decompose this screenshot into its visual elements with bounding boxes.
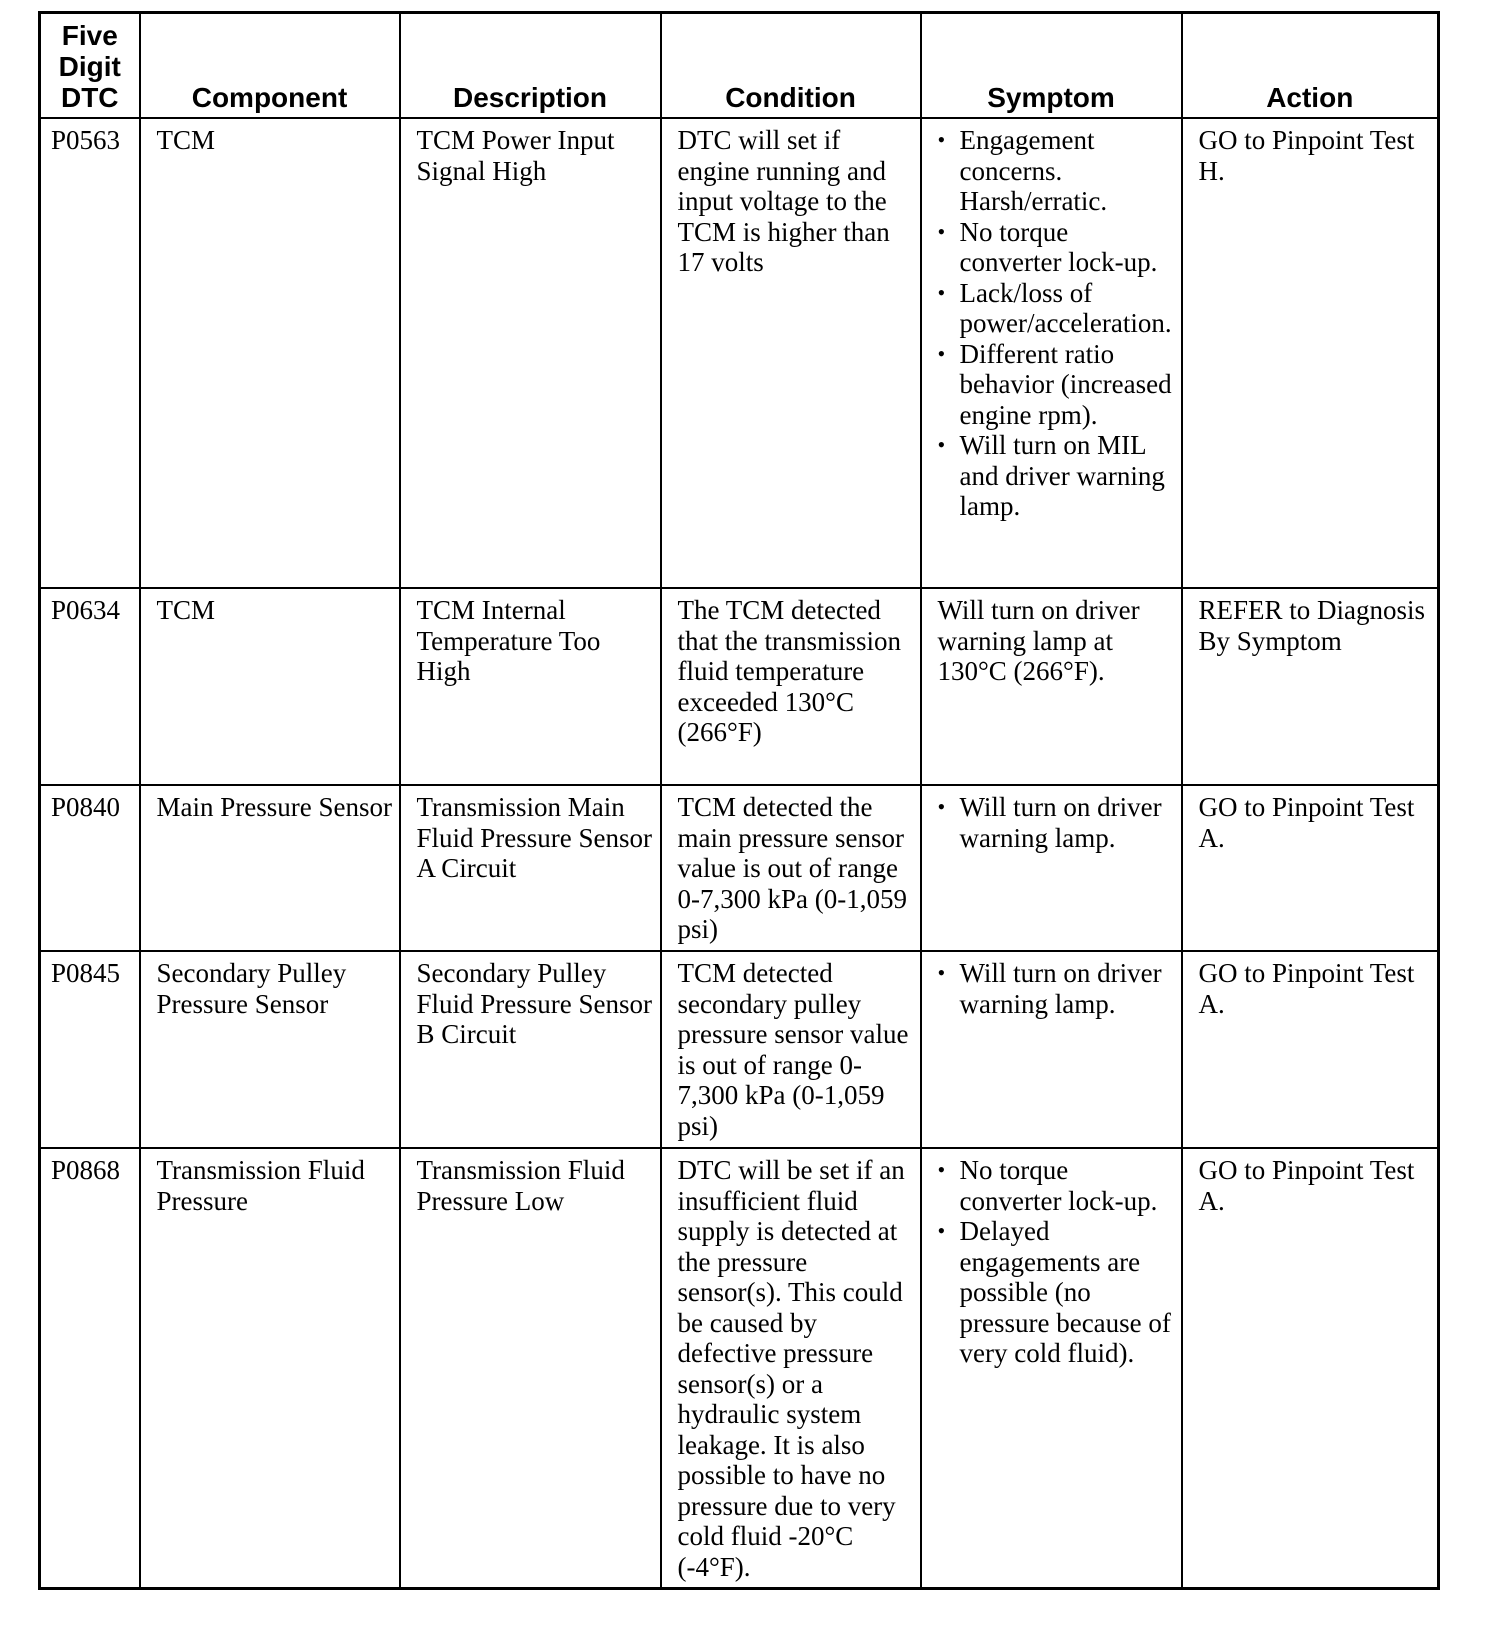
header-dtc-line-2: Digit [58, 51, 121, 82]
header-dtc-line-3: DTC [60, 82, 119, 113]
table-row [40, 588, 1439, 785]
symptom-list [938, 125, 1175, 522]
condition-cell: The TCM detected that the transmission fluid temperature exceeded 130°C (266°F) [661, 588, 921, 785]
table-row [40, 118, 1439, 588]
dtc-code-cell: P0845 [40, 951, 140, 1148]
component-cell: TCM [140, 118, 400, 588]
condition-cell: TCM detected secondary pulley pressure sensor value is out of range 0-7,300 kPa (0-1,059 psi) [661, 951, 921, 1148]
symptom-item: • Will turn on driver warning lamp. [938, 958, 1175, 1019]
symptom-item: • Lack/loss of power/acceleration. [938, 278, 1175, 339]
component-cell: Transmission Fluid Pressure [140, 1148, 400, 1588]
symptom-cell: Will turn on driver warning lamp at 130°C (266°F). [921, 588, 1182, 785]
description-cell: Transmission Fluid Pressure Low [400, 1148, 661, 1588]
symptom-cell [921, 785, 1182, 951]
symptom-cell [921, 118, 1182, 588]
condition-cell: DTC will set if engine running and input voltage to the TCM is higher than 17 volts [661, 118, 921, 588]
header-action: Action [1182, 13, 1439, 119]
header-dtc [40, 13, 140, 119]
symptom-item: • Engagement concerns. Harsh/erratic. [938, 125, 1175, 217]
symptom-item: • No torque converter lock-up. [938, 217, 1175, 278]
dtc-code-cell: P0840 [40, 785, 140, 951]
symptom-cell [921, 951, 1182, 1148]
table-row [40, 951, 1439, 1148]
component-cell: Secondary Pulley Pressure Sensor [140, 951, 400, 1148]
symptom-item: • Will turn on driver warning lamp. [938, 792, 1175, 853]
condition-cell: TCM detected the main pressure sensor value is out of range 0-7,300 kPa (0-1,059 psi) [661, 785, 921, 951]
header-symptom: Symptom [921, 13, 1182, 119]
description-cell: Secondary Pulley Fluid Pressure Sensor B Circuit [400, 951, 661, 1148]
symptom-list [938, 1155, 1175, 1369]
dtc-code-cell: P0563 [40, 118, 140, 588]
dtc-code-cell: P0634 [40, 588, 140, 785]
dtc-table [38, 11, 1440, 1590]
table-row [40, 785, 1439, 951]
header-component: Component [140, 13, 400, 119]
description-cell: TCM Internal Temperature Too High [400, 588, 661, 785]
header-condition: Condition [661, 13, 921, 119]
description-cell: TCM Power Input Signal High [400, 118, 661, 588]
action-cell: GO to Pinpoint Test A. [1182, 785, 1439, 951]
symptom-list [938, 958, 1175, 1019]
header-description: Description [400, 13, 661, 119]
condition-cell: DTC will be set if an insufficient fluid supply is detected at the pressure sensor(s). This could be caused by defective pressure sensor(s) or a hydraulic system leakage. It is also possible to have no pressure due to very cold fluid -20°C (-4°F). [661, 1148, 921, 1588]
table-row [40, 1148, 1439, 1588]
symptom-cell [921, 1148, 1182, 1588]
header-row [40, 13, 1439, 119]
symptom-list [938, 792, 1175, 853]
action-cell: GO to Pinpoint Test A. [1182, 1148, 1439, 1588]
header-dtc-line-1: Five [61, 20, 118, 51]
symptom-item: • Will turn on MIL and driver warning lamp. [938, 430, 1175, 522]
symptom-item: • Delayed engagements are possible (no pressure because of very cold fluid). [938, 1216, 1175, 1369]
component-cell: Main Pressure Sensor [140, 785, 400, 951]
action-cell: GO to Pinpoint Test H. [1182, 118, 1439, 588]
dtc-code-cell: P0868 [40, 1148, 140, 1588]
symptom-item: • Different ratio behavior (increased engine rpm). [938, 339, 1175, 431]
action-cell: GO to Pinpoint Test A. [1182, 951, 1439, 1148]
symptom-item: • No torque converter lock-up. [938, 1155, 1175, 1216]
action-cell: REFER to Diagnosis By Symptom [1182, 588, 1439, 785]
component-cell: TCM [140, 588, 400, 785]
description-cell: Transmission Main Fluid Pressure Sensor A Circuit [400, 785, 661, 951]
